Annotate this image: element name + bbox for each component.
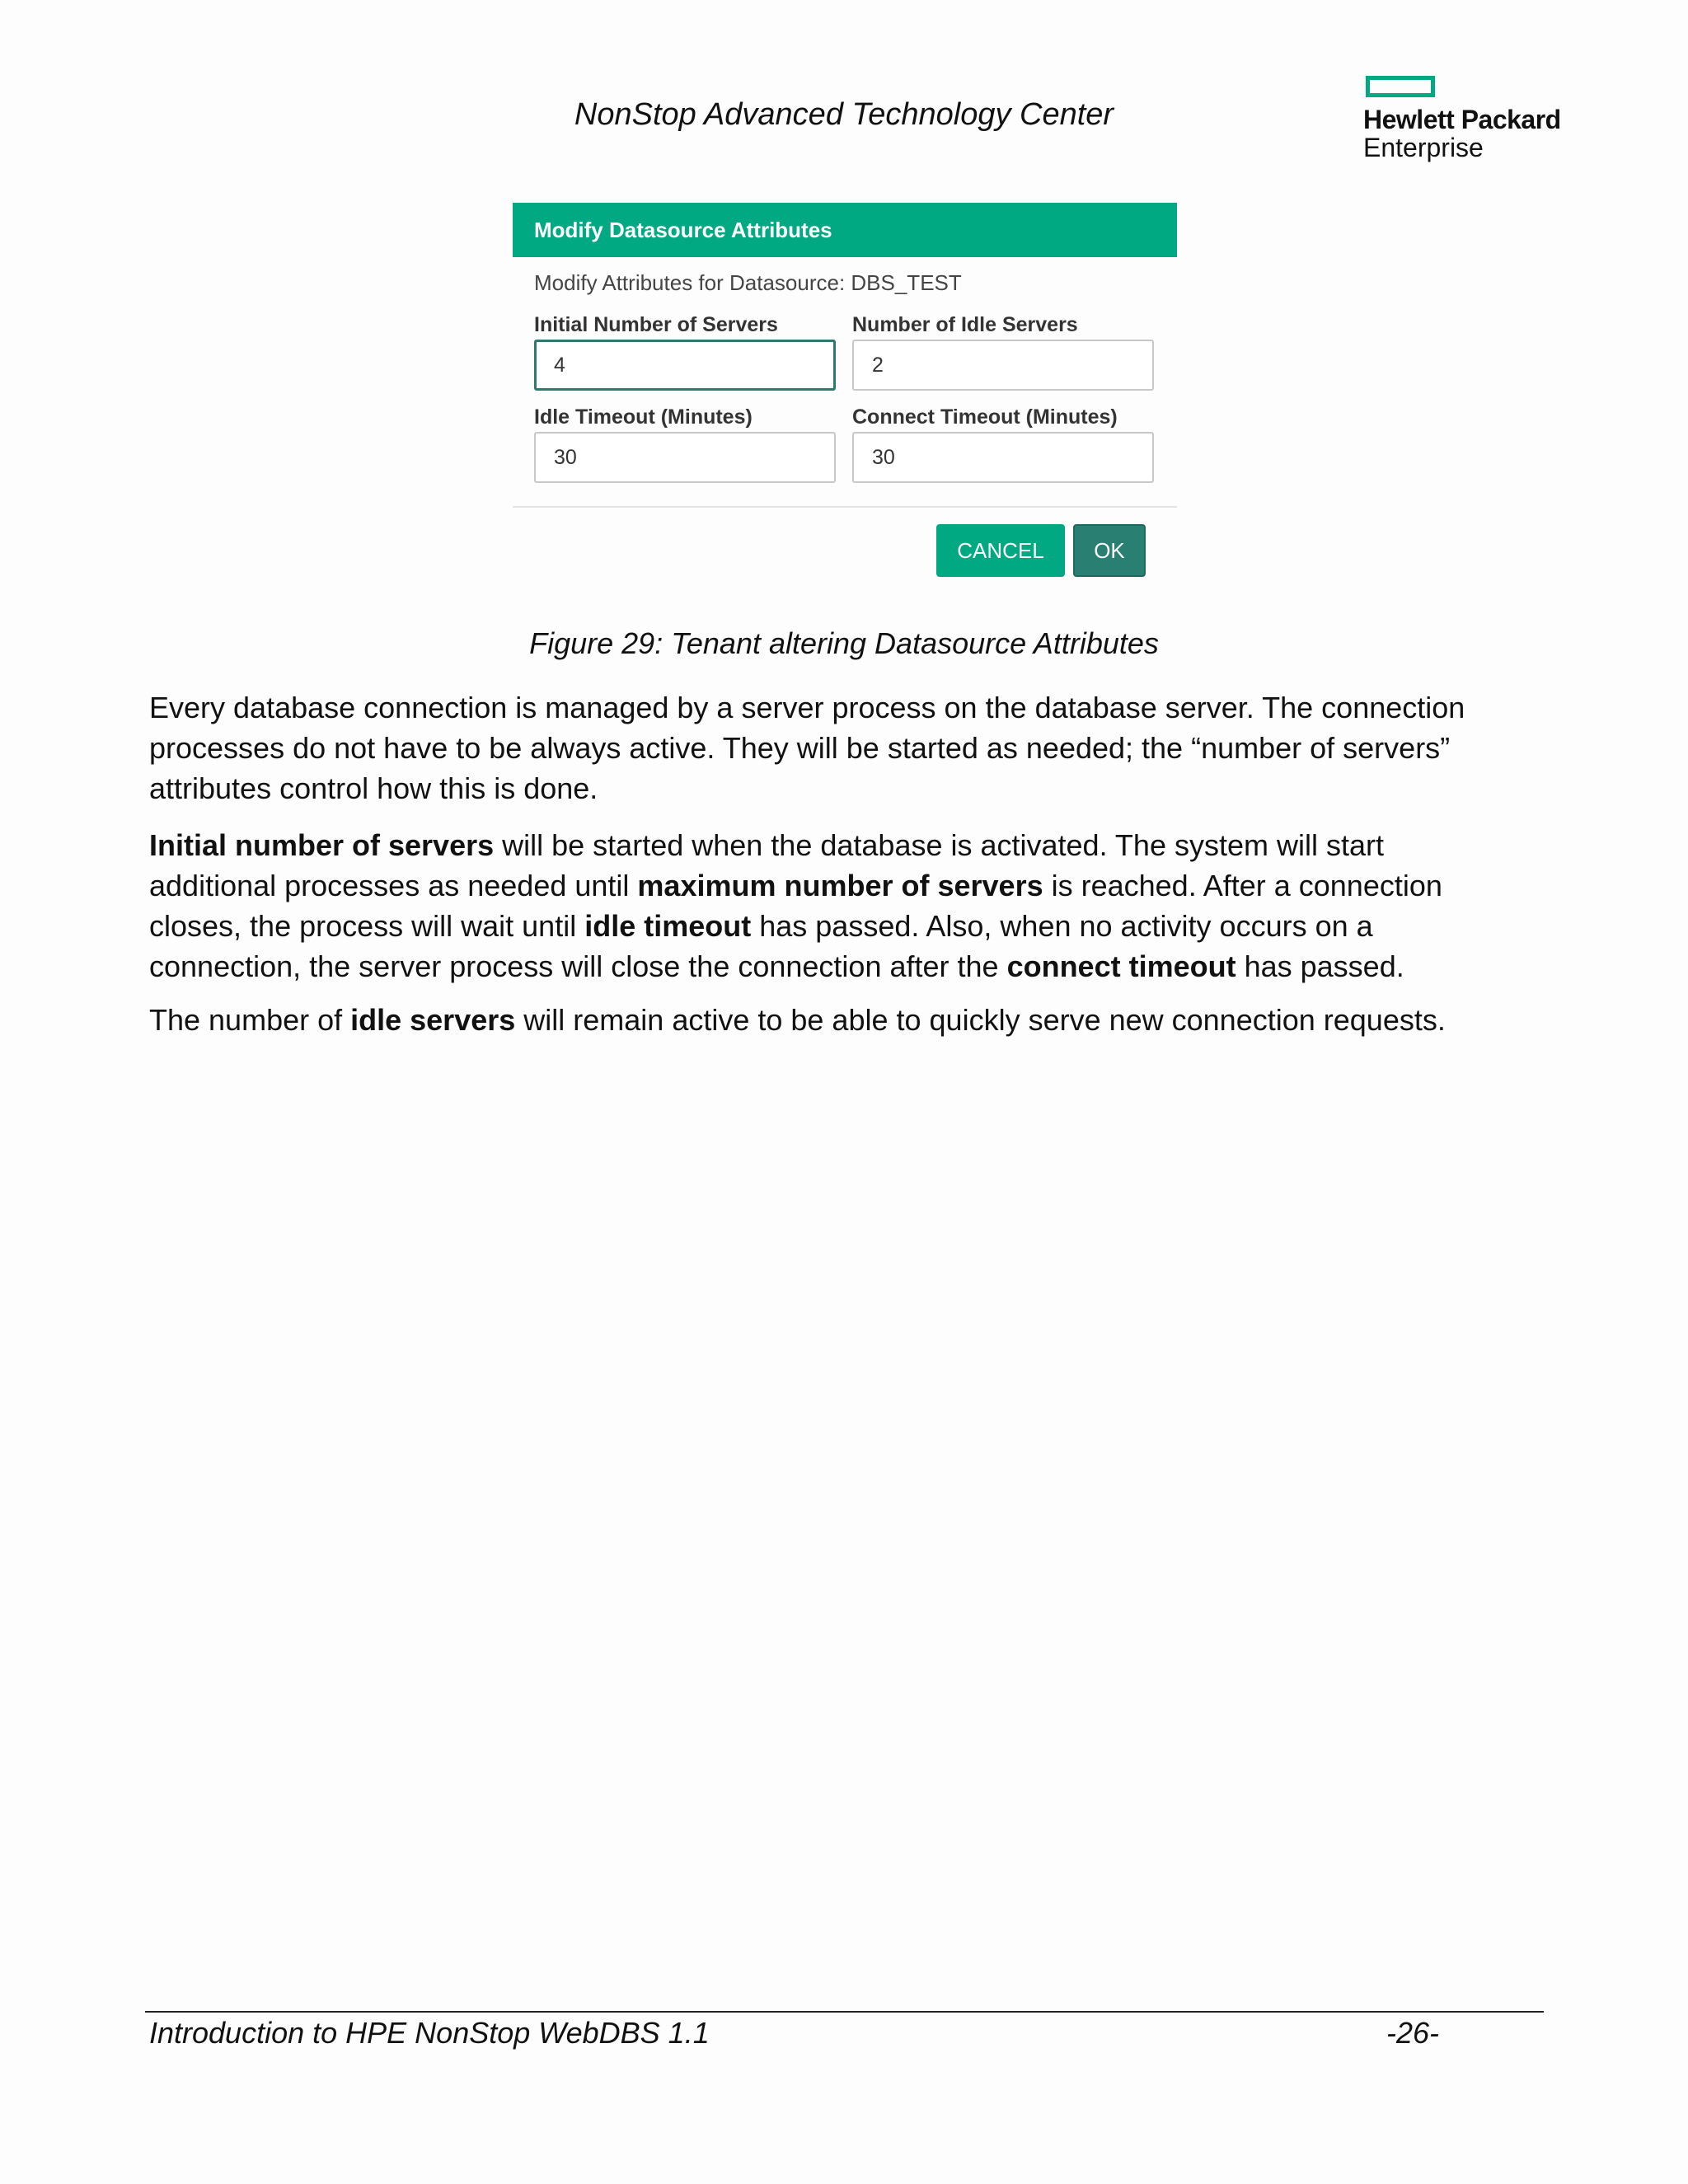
hpe-logo-mark-icon <box>1366 76 1435 97</box>
p2-text-2: additional processes as needed until <box>149 869 638 902</box>
body-paragraph-3 <box>149 1000 1517 1040</box>
term-connect-timeout: connect timeout <box>1006 949 1236 983</box>
p3-text-1: The number of <box>149 1003 351 1037</box>
ok-button[interactable]: OK <box>1073 524 1146 577</box>
connect-timeout-label: Connect Timeout (Minutes) <box>852 405 1118 429</box>
dialog-title: Modify Datasource Attributes <box>513 203 1177 257</box>
p3-text-2: will remain active to be able to quickly serve new connection requests. <box>515 1003 1446 1037</box>
initial-servers-input[interactable]: 4 <box>534 340 836 391</box>
initial-servers-label: Initial Number of Servers <box>534 313 778 336</box>
p2-text-4: closes, the process will wait until <box>149 909 585 943</box>
p1-line3: attributes control how this is done. <box>149 771 598 805</box>
hpe-logo-line2: Enterprise <box>1363 133 1484 162</box>
idle-timeout-input[interactable]: 30 <box>534 432 836 483</box>
term-initial-servers: Initial number of servers <box>149 828 495 862</box>
body-paragraph-2 <box>149 825 1517 987</box>
p2-text-3: is reached. After a connection <box>1043 869 1442 902</box>
footer-divider <box>145 2011 1544 2013</box>
figure-caption: Figure 29: Tenant altering Datasource Attributes <box>529 626 1159 660</box>
dialog-subtitle: Modify Attributes for Datasource: DBS_TEST <box>534 270 962 295</box>
dialog-divider <box>513 506 1177 508</box>
connect-timeout-input[interactable]: 30 <box>852 432 1154 483</box>
idle-servers-label: Number of Idle Servers <box>852 313 1078 336</box>
p2-text-1: will be started when the database is activated. The system will start <box>494 828 1384 862</box>
idle-timeout-label: Idle Timeout (Minutes) <box>534 405 753 429</box>
hpe-logo-line1: Hewlett Packard <box>1363 105 1561 134</box>
cancel-button[interactable]: CANCEL <box>936 524 1065 577</box>
term-idle-servers: idle servers <box>350 1003 516 1037</box>
modify-datasource-dialog <box>513 203 1177 582</box>
p2-text-7: has passed. <box>1236 949 1404 983</box>
p1-line2: processes do not have to be always active. They will be started as needed; the “number of servers” <box>149 731 1451 765</box>
hpe-logo <box>1363 76 1578 162</box>
term-idle-timeout: idle timeout <box>584 909 752 943</box>
body-paragraph-1 <box>149 687 1517 808</box>
page-header-title: NonStop Advanced Technology Center <box>574 97 1114 132</box>
footer-document-title: Introduction to HPE NonStop WebDBS 1.1 <box>149 2016 710 2050</box>
idle-servers-input[interactable]: 2 <box>852 340 1154 391</box>
p2-text-5: has passed. Also, when no activity occurs on a <box>751 909 1373 943</box>
term-max-servers: maximum number of servers <box>637 869 1043 902</box>
p1-line1: Every database connection is managed by a server process on the database server. The connection <box>149 691 1465 724</box>
footer-page-number: -26- <box>1386 2016 1440 2050</box>
p2-text-6: connection, the server process will close the connection after the <box>149 949 1007 983</box>
